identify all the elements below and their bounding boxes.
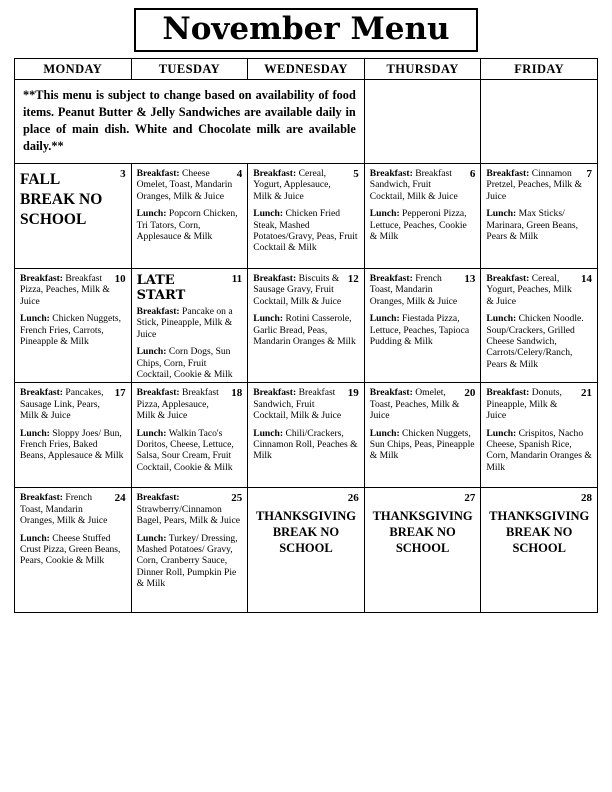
weekday-header-tuesday: TUESDAY: [131, 59, 248, 80]
day-number: 20: [464, 387, 476, 400]
day-cell-6: [364, 164, 481, 269]
day-number: 24: [114, 492, 126, 505]
lunch-block: [137, 346, 243, 380]
breakfast-items: Cinnamon Pretzel, Peaches, Milk & Juice: [486, 168, 583, 202]
breakfast-label: Breakfast:: [486, 387, 530, 399]
breakfast-items: Breakfast Pizza, Peaches, Milk & Juice: [20, 273, 110, 307]
lunch-items: Sloppy Joes/ Bun, French Fries, Baked Beans, Applesauce & Milk: [20, 427, 124, 462]
lunch-block: [137, 208, 243, 242]
breakfast-block: [137, 168, 243, 202]
day-number: 21: [581, 387, 592, 400]
breakfast-items: Breakfast Sandwich, Fruit Cocktail, Milk & Juice: [253, 387, 342, 422]
weekday-header-wednesday: WEDNESDAY: [248, 59, 365, 80]
breakfast-items: Cereal, Yogurt, Applesauce, Milk & Juice: [253, 168, 331, 202]
lunch-items: Pepperoni Pizza, Lettuce, Peaches, Cookie & Milk: [369, 208, 467, 243]
breakfast-label: Breakfast:: [369, 387, 413, 399]
lunch-items: Crispitos, Nacho Cheese, Spanish Rice, Corn, Mandarin Oranges & Milk: [486, 427, 592, 473]
day-cell-5: [248, 164, 365, 269]
lunch-block: [137, 533, 243, 590]
breakfast-block: [370, 273, 476, 307]
breakfast-block: [486, 387, 592, 421]
breakfast-block: [486, 168, 592, 202]
notice-blank-friday: [481, 80, 598, 164]
lunch-items: Turkey/ Dressing, Mashed Potatoes/ Gravy, Corn, Cranberry Sauce, Dinner Roll, Pumpkin Pie & Milk: [136, 532, 238, 590]
breakfast-label: Breakfast:: [20, 387, 63, 399]
day-number: 5: [353, 168, 359, 180]
day-cell-14: [481, 269, 598, 383]
day-number: 7: [586, 168, 592, 180]
breakfast-block: [486, 273, 592, 307]
lunch-label: Lunch:: [20, 532, 50, 544]
lunch-block: [253, 428, 359, 462]
breakfast-items: Pancakes, Sausage Link, Pears, Milk & Juice: [20, 387, 104, 422]
late-start-label: LATE START: [136, 273, 186, 303]
breakfast-items: Donuts, Pineapple, Milk & Juice: [486, 387, 562, 422]
day-number: 14: [581, 273, 592, 285]
lunch-block: [253, 313, 359, 347]
day-number: 6: [469, 168, 476, 180]
no-school-text: FALL BREAK NO SCHOOL: [20, 171, 103, 228]
day-cell-25: [131, 488, 248, 613]
weekday-header-friday: FRIDAY: [481, 59, 598, 80]
breakfast-block: [253, 273, 359, 307]
day-cell-18: [131, 383, 248, 488]
weekday-header-thursday: THURSDAY: [364, 59, 481, 80]
day-number: 13: [464, 273, 476, 285]
day-cell-10: [15, 269, 132, 383]
lunch-block: [20, 533, 126, 567]
breakfast-label: Breakfast:: [486, 168, 530, 179]
day-cell-12: [248, 269, 365, 383]
breakfast-block: [137, 492, 243, 526]
day-number: 12: [347, 273, 359, 285]
breakfast-label: Breakfast:: [20, 492, 63, 504]
page-title: November Menu: [162, 11, 450, 47]
calendar-table: [14, 58, 598, 613]
day-number: 11: [231, 273, 243, 285]
breakfast-block: [137, 306, 243, 340]
day-number: 17: [114, 387, 126, 400]
breakfast-label: Breakfast:: [253, 387, 297, 399]
lunch-items: Cheese Stuffed Crust Pizza, Green Beans, Pears, Cookie & Milk: [20, 532, 121, 567]
weekday-header-monday: MONDAY: [15, 59, 132, 80]
no-school-text: THANKSGIVING BREAK NO SCHOOL: [489, 509, 590, 556]
breakfast-label: Breakfast:: [369, 168, 413, 179]
breakfast-label: Breakfast:: [253, 168, 297, 179]
lunch-label: Lunch:: [486, 427, 517, 439]
lunch-block: [486, 208, 592, 242]
lunch-label: Lunch:: [253, 208, 284, 220]
lunch-items: Rotini Casserole, Garlic Bread, Peas, Mandarin Oranges & Milk: [253, 313, 356, 348]
day-number: 26: [347, 492, 359, 505]
lunch-items: Max Sticks/ Marinara, Green Beans, Pears & Milk: [486, 208, 579, 243]
breakfast-items: Pancake on a Stick, Pineapple, Milk & Juice: [136, 306, 233, 340]
day-cell-11: [131, 269, 248, 383]
breakfast-items: Cheese Omelet, Toast, Mandarin Oranges, Milk & Juice: [136, 168, 233, 202]
day-number: 28: [581, 492, 592, 505]
day-cell-17: [15, 383, 132, 488]
lunch-items: Chicken Noodle. Soup/Crackers, Grilled Cheese Sandwich, Carrots/Celery/Ranch, Pears & Milk: [486, 313, 584, 370]
lunch-block: [137, 428, 243, 474]
lunch-label: Lunch:: [369, 427, 400, 439]
breakfast-block: [370, 168, 476, 202]
breakfast-items: French Toast, Mandarin Oranges, Milk & Juice: [369, 273, 458, 307]
lunch-items: Fiestada Pizza, Lettuce, Peaches, Tapioca Pudding & Milk: [369, 313, 470, 348]
lunch-items: Chili/Crackers, Cinnamon Roll, Peaches & Milk: [253, 427, 358, 462]
lunch-block: [370, 428, 476, 462]
day-cell-21: [481, 383, 598, 488]
breakfast-label: Breakfast:: [136, 306, 180, 317]
breakfast-items: Cereal, Yogurt, Peaches, Milk & Juice: [486, 273, 572, 307]
menu-notice-text: **This menu is subject to change based on availability of food items. Peanut Butter & Jelly Sandwiches are available daily in place of main dish. White and Chocolate milk are available daily.**: [23, 88, 356, 153]
notice-cell: [15, 80, 365, 164]
title-container: [14, 8, 598, 52]
lunch-items: Chicken Nuggets, French Fries, Carrots, Pineapple & Milk: [20, 313, 122, 348]
breakfast-block: [253, 168, 359, 202]
lunch-label: Lunch:: [20, 313, 50, 325]
day-number: 3: [120, 168, 126, 180]
lunch-items: Chicken Fried Steak, Mashed Potatoes/Gravy, Peas, Fruit Cocktail & Milk: [253, 208, 358, 254]
lunch-label: Lunch:: [486, 208, 517, 220]
day-cell-19: [248, 383, 365, 488]
day-cell-28: [481, 488, 598, 613]
lunch-items: Corn Dogs, Sun Chips, Corn, Fruit Cocktail, Cookie & Milk: [136, 346, 233, 381]
day-number: 10: [114, 273, 126, 285]
breakfast-items: Biscuits & Sausage Gravy, Fruit Cocktail, Milk & Juice: [253, 273, 342, 307]
day-cell-3: [15, 164, 132, 269]
day-cell-27: [364, 488, 481, 613]
lunch-label: Lunch:: [136, 208, 167, 220]
lunch-label: Lunch:: [253, 427, 284, 439]
breakfast-block: [20, 273, 126, 307]
no-school-text: THANKSGIVING BREAK NO SCHOOL: [255, 509, 356, 556]
day-cell-26: [248, 488, 365, 613]
day-cell-20: [364, 383, 481, 488]
lunch-block: [20, 428, 126, 462]
lunch-label: Lunch:: [136, 346, 167, 358]
day-cell-13: [364, 269, 481, 383]
day-cell-24: [15, 488, 132, 613]
breakfast-block: [20, 492, 126, 526]
lunch-label: Lunch:: [369, 313, 400, 325]
day-number: 27: [464, 492, 476, 505]
notice-row: [15, 80, 598, 164]
breakfast-label: Breakfast:: [136, 387, 180, 399]
breakfast-label: Breakfast:: [253, 273, 297, 284]
lunch-label: Lunch:: [20, 427, 50, 439]
breakfast-label: Breakfast:: [136, 168, 180, 179]
breakfast-block: [20, 387, 126, 421]
breakfast-block: [253, 387, 359, 421]
day-number: 4: [236, 168, 243, 180]
no-school-text: THANKSGIVING BREAK NO SCHOOL: [372, 509, 473, 556]
week-row-2: [15, 269, 598, 383]
lunch-label: Lunch:: [369, 208, 400, 220]
breakfast-items: Strawberry/Cinnamon Bagel, Pears, Milk & Juice: [136, 503, 240, 527]
breakfast-label: Breakfast:: [369, 273, 413, 284]
breakfast-label: Breakfast:: [20, 273, 63, 284]
week-row-3: [15, 383, 598, 488]
lunch-label: Lunch:: [486, 313, 517, 325]
lunch-block: [486, 313, 592, 370]
lunch-block: [253, 208, 359, 254]
breakfast-items: Omelet, Toast, Peaches, Milk & Juice: [369, 387, 460, 422]
lunch-items: Chicken Nuggets, Sun Chips, Peas, Pineapple & Milk: [369, 427, 475, 462]
breakfast-label: Breakfast:: [486, 273, 530, 284]
lunch-label: Lunch:: [136, 427, 167, 439]
breakfast-block: [370, 387, 476, 421]
weekday-header-row: [15, 59, 598, 80]
lunch-items: Walkin Taco's Doritos, Cheese, Lettuce, Salsa, Sour Cream, Fruit Cocktail, Cookie & Milk: [136, 427, 234, 473]
lunch-block: [486, 428, 592, 474]
day-number: 19: [347, 387, 359, 400]
day-cell-4: [131, 164, 248, 269]
lunch-block: [20, 313, 126, 347]
lunch-block: [370, 313, 476, 347]
notice-blank-thursday: [364, 80, 481, 164]
lunch-items: Popcorn Chicken, Tri Tators, Corn, Applesauce & Milk: [136, 208, 238, 243]
day-number: 18: [231, 387, 243, 400]
week-row-4: [15, 488, 598, 613]
breakfast-items: French Toast, Mandarin Oranges, Milk & Juice: [20, 492, 108, 527]
day-number: 25: [231, 492, 243, 505]
week-row-1: [15, 164, 598, 269]
breakfast-items: Breakfast Sandwich, Fruit Cocktail, Milk & Juice: [369, 168, 458, 202]
lunch-label: Lunch:: [136, 532, 167, 544]
lunch-label: Lunch:: [253, 313, 284, 325]
lunch-block: [370, 208, 476, 242]
breakfast-items: Breakfast Pizza, Applesauce, Milk & Juice: [136, 387, 219, 422]
title-box: [134, 8, 477, 52]
breakfast-label: Breakfast:: [136, 492, 180, 504]
day-cell-7: [481, 164, 598, 269]
breakfast-block: [137, 387, 243, 421]
